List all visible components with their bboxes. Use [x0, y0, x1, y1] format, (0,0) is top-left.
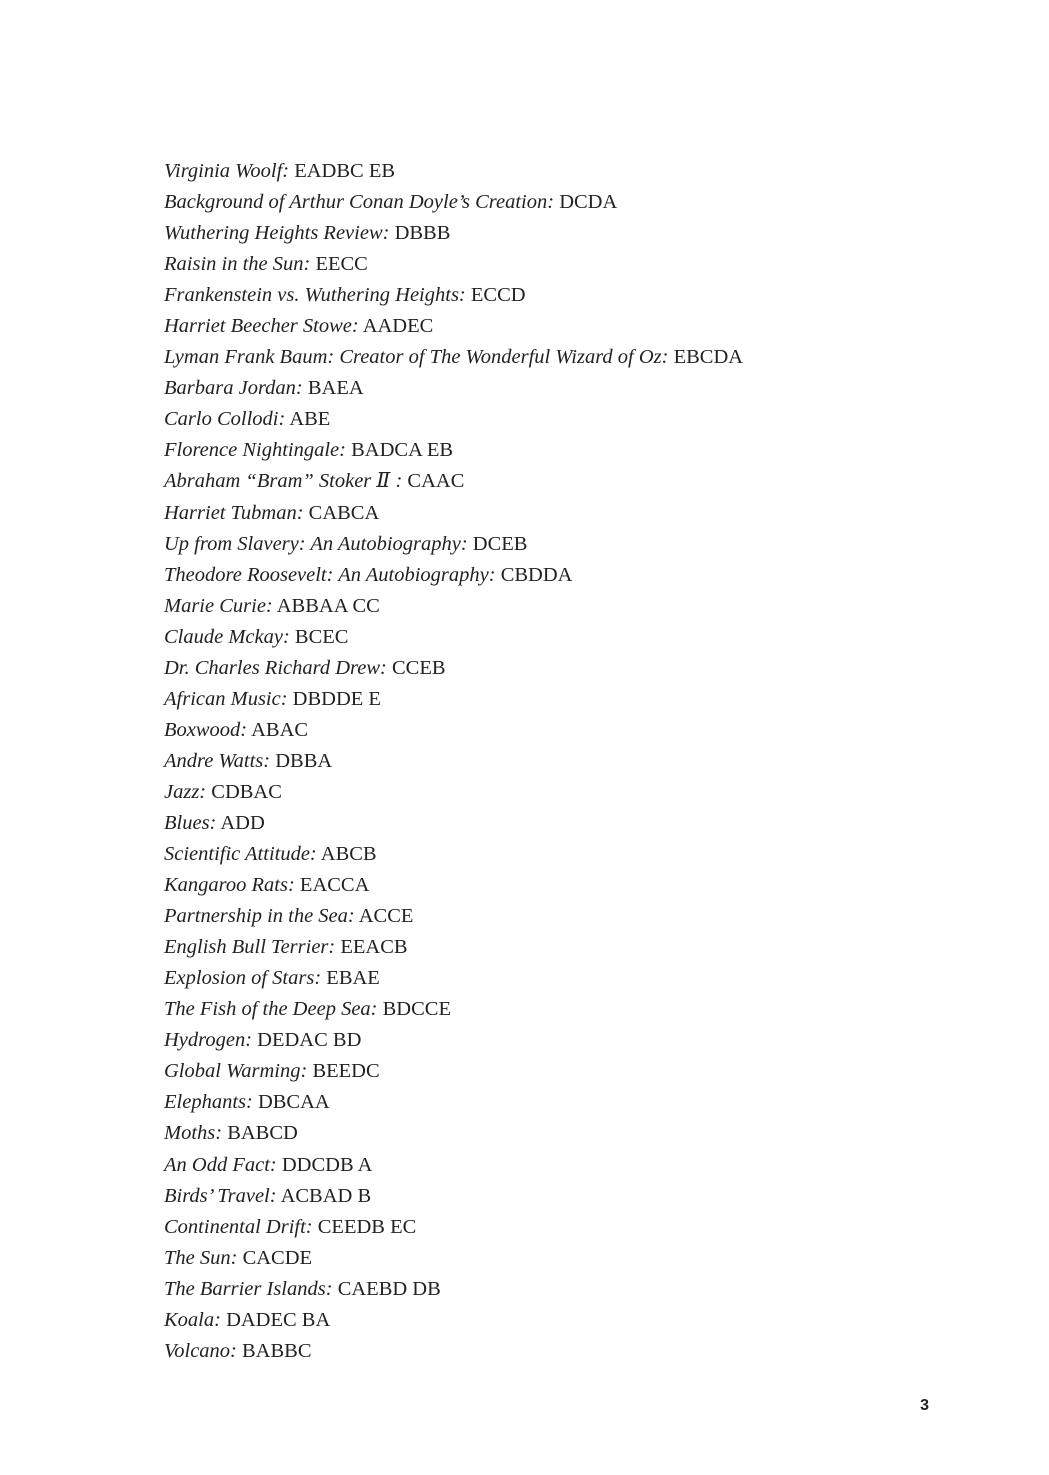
- entry-title: Abraham “Bram” Stoker Ⅱ :: [164, 470, 403, 493]
- answer-entry: [164, 715, 743, 746]
- entry-title: The Fish of the Deep Sea:: [164, 998, 378, 1021]
- entry-answers: EBCDA: [673, 346, 744, 369]
- entry-title: Barbara Jordan:: [164, 377, 303, 400]
- entry-answers: BAEA: [307, 377, 364, 400]
- answer-entry: [164, 1150, 743, 1181]
- answer-entry: [164, 777, 743, 808]
- entry-title: Harriet Tubman:: [164, 501, 304, 524]
- answer-entry: [164, 994, 743, 1025]
- answer-entry: [164, 1181, 743, 1212]
- entry-title: Theodore Roosevelt: An Autobiography:: [164, 563, 496, 586]
- entry-answers: CEEDB EC: [317, 1215, 417, 1238]
- entry-answers: AADEC: [362, 315, 434, 338]
- answer-entry: [164, 1118, 743, 1149]
- entry-title: African Music:: [164, 687, 288, 710]
- entry-title: English Bull Terrier:: [164, 936, 336, 959]
- entry-answers: DBDDE E: [292, 687, 381, 710]
- entry-answers: ACCE: [358, 905, 414, 928]
- answer-key-list: [164, 156, 743, 1367]
- entry-answers: ABCB: [320, 843, 377, 866]
- entry-title: Florence Nightingale:: [164, 439, 346, 462]
- entry-answers: DDCDB A: [281, 1153, 373, 1176]
- entry-answers: ADD: [220, 811, 265, 834]
- answer-entry: [164, 746, 743, 777]
- entry-title: Scientific Attitude:: [164, 843, 317, 866]
- entry-answers: EECC: [315, 253, 368, 276]
- answer-entry: [164, 187, 743, 218]
- page-number: 3: [920, 1397, 929, 1414]
- entry-title: Blues:: [164, 811, 217, 834]
- entry-title: Partnership in the Sea:: [164, 905, 355, 928]
- entry-title: The Sun:: [164, 1246, 238, 1269]
- entry-title: Boxwood:: [164, 718, 248, 741]
- entry-title: Virginia Woolf:: [164, 160, 290, 182]
- entry-title: Continental Drift:: [164, 1215, 313, 1238]
- entry-answers: CBDDA: [500, 563, 573, 586]
- entry-title: Volcano:: [164, 1339, 237, 1362]
- entry-answers: ECCD: [470, 284, 526, 307]
- answer-entry: [164, 1336, 743, 1367]
- answer-entry: [164, 435, 743, 466]
- entry-title: Birds’ Travel:: [164, 1184, 277, 1207]
- entry-title: An Odd Fact:: [164, 1153, 277, 1176]
- entry-title: The Barrier Islands:: [164, 1277, 333, 1300]
- answer-entry: [164, 404, 743, 435]
- entry-answers: DBCAA: [257, 1091, 330, 1114]
- entry-answers: ACBAD B: [280, 1184, 372, 1207]
- answer-entry: [164, 901, 743, 932]
- entry-answers: BCEC: [294, 625, 349, 648]
- entry-answers: BABBC: [242, 1339, 312, 1362]
- answer-entry: [164, 466, 743, 497]
- entry-title: Koala:: [164, 1308, 221, 1331]
- entry-title: Jazz:: [164, 780, 207, 803]
- answer-entry: [164, 1243, 743, 1274]
- answer-entry: [164, 311, 743, 342]
- answer-entry: [164, 156, 743, 187]
- answer-entry: [164, 249, 743, 280]
- entry-title: Background of Arthur Conan Doyle’s Creation:: [164, 191, 555, 214]
- entry-answers: DEDAC BD: [257, 1029, 362, 1052]
- entry-answers: EEACB: [340, 936, 408, 959]
- entry-answers: ABE: [289, 408, 331, 431]
- entry-answers: ABBAA CC: [276, 594, 380, 617]
- answer-entry: [164, 932, 743, 963]
- entry-answers: EBAE: [326, 967, 380, 990]
- answer-entry: [164, 839, 743, 870]
- entry-answers: DCEB: [472, 532, 528, 555]
- answer-entry: [164, 342, 743, 373]
- answer-entry: [164, 218, 743, 249]
- entry-title: Carlo Collodi:: [164, 408, 286, 431]
- entry-answers: CCEB: [391, 656, 446, 679]
- entry-answers: DCDA: [559, 191, 618, 214]
- entry-answers: EACCA: [299, 874, 370, 897]
- entry-title: Kangaroo Rats:: [164, 874, 295, 897]
- answer-entry: [164, 1056, 743, 1087]
- entry-answers: CACDE: [242, 1246, 313, 1269]
- entry-title: Marie Curie:: [164, 594, 273, 617]
- entry-answers: CAEBD DB: [337, 1277, 441, 1300]
- answer-entry: [164, 870, 743, 901]
- answer-entry: [164, 1025, 743, 1056]
- answer-entry: [164, 1305, 743, 1336]
- entry-answers: BABCD: [227, 1122, 298, 1145]
- entry-answers: BADCA EB: [351, 439, 454, 462]
- entry-answers: CAAC: [407, 470, 465, 493]
- entry-title: Hydrogen:: [164, 1029, 253, 1052]
- answer-entry: [164, 1087, 743, 1118]
- entry-answers: ABAC: [251, 718, 309, 741]
- answer-entry: [164, 1212, 743, 1243]
- entry-answers: DBBA: [275, 749, 333, 772]
- entry-title: Lyman Frank Baum: Creator of The Wonderful Wizard of Oz:: [164, 346, 669, 369]
- entry-title: Andre Watts:: [164, 749, 271, 772]
- entry-answers: EADBC EB: [294, 160, 396, 182]
- entry-answers: BDCCE: [382, 998, 451, 1021]
- entry-title: Elephants:: [164, 1091, 253, 1114]
- entry-title: Explosion of Stars:: [164, 967, 322, 990]
- answer-entry: [164, 808, 743, 839]
- entry-title: Claude Mckay:: [164, 625, 290, 648]
- entry-title: Wuthering Heights Review:: [164, 222, 390, 245]
- entry-title: Dr. Charles Richard Drew:: [164, 656, 387, 679]
- answer-entry: [164, 373, 743, 404]
- entry-title: Harriet Beecher Stowe:: [164, 315, 359, 338]
- answer-entry: [164, 529, 743, 560]
- entry-title: Global Warming:: [164, 1060, 308, 1083]
- entry-answers: DBBB: [394, 222, 451, 245]
- answer-entry: [164, 963, 743, 994]
- answer-entry: [164, 1274, 743, 1305]
- entry-answers: BEEDC: [312, 1060, 380, 1083]
- entry-title: Frankenstein vs. Wuthering Heights:: [164, 284, 466, 307]
- answer-entry: [164, 591, 743, 622]
- entry-answers: CABCA: [308, 501, 380, 524]
- answer-entry: [164, 684, 743, 715]
- answer-entry: [164, 498, 743, 529]
- answer-entry: [164, 653, 743, 684]
- entry-answers: CDBAC: [211, 780, 282, 803]
- answer-entry: [164, 622, 743, 653]
- entry-title: Moths:: [164, 1122, 223, 1145]
- answer-entry: [164, 280, 743, 311]
- entry-title: Raisin in the Sun:: [164, 253, 311, 276]
- answer-entry: [164, 560, 743, 591]
- entry-answers: DADEC BA: [226, 1308, 331, 1331]
- entry-title: Up from Slavery: An Autobiography:: [164, 532, 468, 555]
